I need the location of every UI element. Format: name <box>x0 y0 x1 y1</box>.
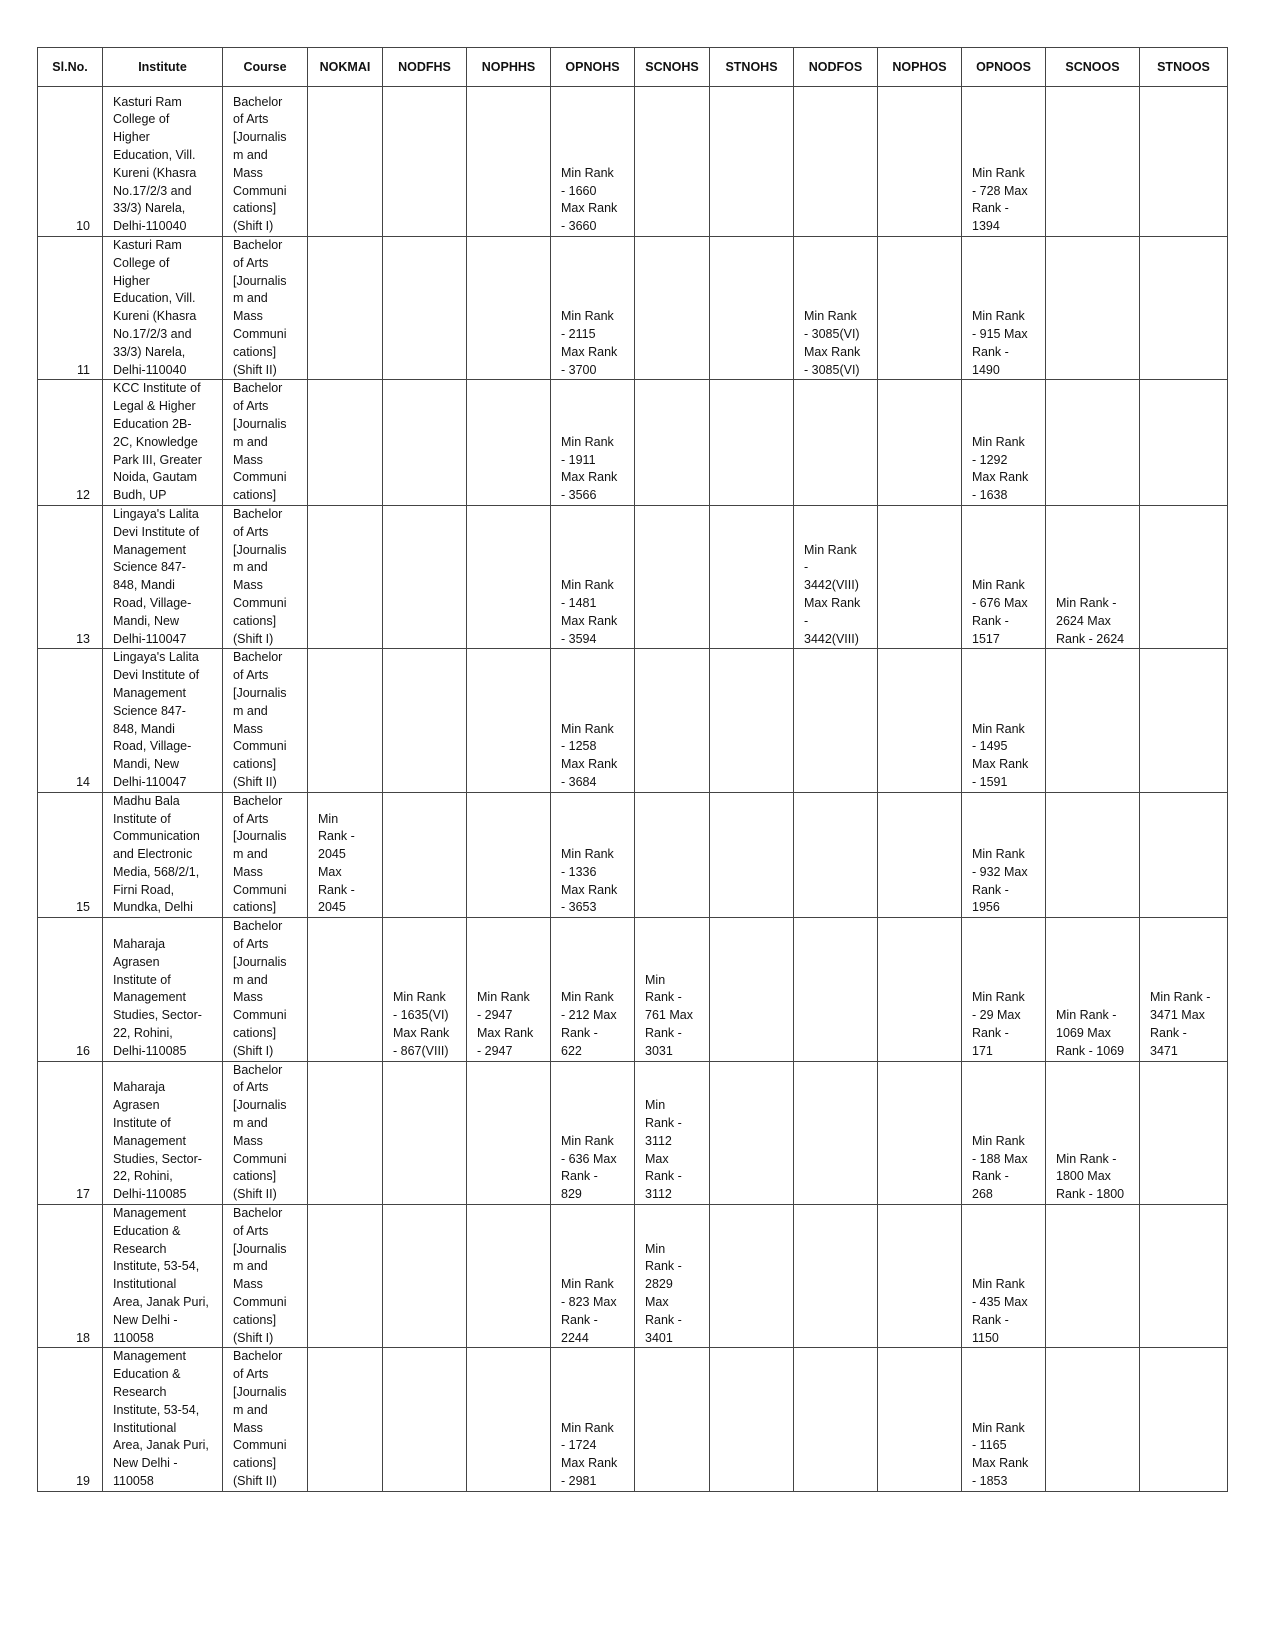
cell-stnohs <box>710 380 794 506</box>
cell-nodfhs <box>383 792 467 918</box>
header-nokmai: NOKMAI <box>308 48 383 87</box>
cell-text: Min Rank - 932 Max Rank - 1956 <box>972 847 1028 915</box>
cell-nokmai <box>308 380 383 506</box>
cell-text: KCC Institute of Legal & Higher Education 2B- 2C, Knowledge Park III, Greater Noida, Gautam Budh, UP <box>113 381 202 503</box>
cell-text: Min Rank - 636 Max Rank - 829 <box>561 1133 617 1202</box>
cell-text: Min Rank - 1069 Max Rank - 1069 <box>1056 1008 1125 1058</box>
cell-opnohs <box>551 505 635 648</box>
table-row <box>38 649 1228 792</box>
cell-text: Bachelor of Arts [Journalis m and Mass Communi cations] (Shift I) <box>233 1206 287 1345</box>
cell-scnoos <box>1046 649 1140 792</box>
cell-text: Bachelor of Arts [Journalis m and Mass Communi cations] (Shift I) <box>233 919 287 1058</box>
cell-sl <box>38 237 103 380</box>
cell-text: 11 <box>77 362 90 377</box>
cell-nodfos <box>794 1205 878 1348</box>
header-sl-no: Sl.No. <box>38 48 103 87</box>
header-opnoos: OPNOOS <box>962 48 1046 87</box>
cell-text: Min Rank - 1911 Max Rank - 3566 <box>561 434 618 503</box>
cell-text: Min Rank - 915 Max Rank - 1490 <box>972 309 1028 377</box>
cell-nodfos <box>794 1061 878 1204</box>
cell-text: Min Rank - 1258 Max Rank - 3684 <box>561 721 618 789</box>
cell-institute <box>103 1348 223 1491</box>
cell-nophos <box>878 1348 962 1491</box>
cell-text: Bachelor of Arts [Journalis m and Mass Communi cations] (Shift I) <box>233 506 287 646</box>
cell-text: Kasturi Ram College of Higher Education, Vill. Kureni (Khasra No.17/2/3 and 33/3) Narela, Delhi-110040 <box>113 238 197 377</box>
cell-text: 10 <box>76 219 90 234</box>
header-nophhs: NOPHHS <box>467 48 551 87</box>
header-nodfos: NODFOS <box>794 48 878 87</box>
document-page <box>37 47 1228 1492</box>
cell-course <box>223 649 308 792</box>
header-row <box>38 48 1228 87</box>
cell-stnoos <box>1140 505 1228 648</box>
cell-institute <box>103 237 223 380</box>
cell-opnohs <box>551 237 635 380</box>
cell-institute <box>103 1061 223 1204</box>
cell-scnohs <box>635 87 710 237</box>
cell-text: Maharaja Agrasen Institute of Management Studies, Sector- 22, Rohini, Delhi-110085 <box>113 1080 202 1202</box>
header-nophos: NOPHOS <box>878 48 962 87</box>
cell-nophos <box>878 918 962 1061</box>
cell-nokmai <box>308 918 383 1061</box>
cell-scnoos <box>1046 87 1140 237</box>
cell-stnohs <box>710 649 794 792</box>
cell-sl <box>38 87 103 237</box>
cell-nophhs <box>467 1348 551 1491</box>
cell-text: Min Rank - 2947 Max Rank - 2947 <box>477 990 534 1058</box>
cell-text: Min Rank - 1635(VI) Max Rank - 867(VIII) <box>393 990 450 1058</box>
cell-nophhs <box>467 87 551 237</box>
header-opnohs: OPNOHS <box>551 48 635 87</box>
table-row <box>38 87 1228 237</box>
cell-text: Min Rank - 2045 Max Rank - 2045 <box>318 811 355 915</box>
cell-text: Bachelor of Arts [Journalis m and Mass Communi cations] <box>233 793 287 915</box>
cell-opnohs <box>551 792 635 918</box>
cell-stnoos <box>1140 918 1228 1061</box>
cell-stnohs <box>710 1348 794 1491</box>
cell-opnohs <box>551 1205 635 1348</box>
cell-institute <box>103 792 223 918</box>
cell-scnohs <box>635 380 710 506</box>
cell-text: 15 <box>76 900 90 915</box>
cell-nodfhs <box>383 1205 467 1348</box>
cell-nodfhs <box>383 87 467 237</box>
cell-text: 19 <box>76 1473 90 1488</box>
cell-nophos <box>878 792 962 918</box>
table-header <box>38 48 1228 87</box>
cell-text: Min Rank - 3112 Max Rank - 3112 <box>645 1098 682 1202</box>
cell-nophhs <box>467 792 551 918</box>
cell-nophhs <box>467 237 551 380</box>
cell-nodfhs <box>383 1061 467 1204</box>
cell-nodfhs <box>383 1348 467 1491</box>
cell-nodfos <box>794 1348 878 1491</box>
cell-text: 16 <box>76 1043 90 1058</box>
cell-nodfos <box>794 792 878 918</box>
cell-nophhs <box>467 1061 551 1204</box>
cell-institute <box>103 1205 223 1348</box>
cell-nodfos <box>794 649 878 792</box>
table-body <box>38 87 1228 1492</box>
cell-text: Min Rank - 1660 Max Rank - 3660 <box>561 165 618 234</box>
cell-opnoos <box>962 87 1046 237</box>
cell-course <box>223 792 308 918</box>
cell-nophhs <box>467 380 551 506</box>
cell-institute <box>103 87 223 237</box>
cell-stnohs <box>710 505 794 648</box>
cell-text: Bachelor of Arts [Journalis m and Mass Communi cations] (Shift I) <box>233 94 287 234</box>
table-row <box>38 1061 1228 1204</box>
cell-text: Min Rank - 2829 Max Rank - 3401 <box>645 1241 682 1345</box>
cell-opnoos <box>962 792 1046 918</box>
header-course: Course <box>223 48 308 87</box>
cell-opnoos <box>962 1061 1046 1204</box>
cell-text: Min Rank - 1336 Max Rank - 3653 <box>561 847 618 915</box>
cell-course <box>223 505 308 648</box>
cell-scnoos <box>1046 505 1140 648</box>
cell-course <box>223 918 308 1061</box>
cell-stnohs <box>710 87 794 237</box>
cell-nodfos <box>794 237 878 380</box>
cell-opnohs <box>551 87 635 237</box>
cell-text: Min Rank - 1800 Max Rank - 1800 <box>1056 1151 1125 1202</box>
cell-sl <box>38 1205 103 1348</box>
cell-course <box>223 237 308 380</box>
cell-stnoos <box>1140 1205 1228 1348</box>
cell-nophhs <box>467 1205 551 1348</box>
cell-nophhs <box>467 918 551 1061</box>
cell-text: Min Rank - 1481 Max Rank - 3594 <box>561 578 618 646</box>
cell-nodfhs <box>383 380 467 506</box>
cell-opnohs <box>551 649 635 792</box>
cell-stnoos <box>1140 1061 1228 1204</box>
cell-sl <box>38 649 103 792</box>
cell-opnoos <box>962 380 1046 506</box>
cell-nodfhs <box>383 649 467 792</box>
cell-scnohs <box>635 505 710 648</box>
cell-nophos <box>878 1061 962 1204</box>
cell-scnoos <box>1046 380 1140 506</box>
cell-text: 12 <box>76 488 90 503</box>
cell-opnoos <box>962 1205 1046 1348</box>
cell-opnoos <box>962 1348 1046 1491</box>
cell-nodfhs <box>383 237 467 380</box>
cell-text: Bachelor of Arts [Journalis m and Mass Communi cations] (Shift II) <box>233 238 287 377</box>
cell-text: Min Rank - 212 Max Rank - 622 <box>561 990 617 1058</box>
cell-scnoos <box>1046 1061 1140 1204</box>
cell-opnohs <box>551 380 635 506</box>
cell-scnohs <box>635 792 710 918</box>
cell-text: Bachelor of Arts [Journalis m and Mass Communi cations] <box>233 381 287 503</box>
cell-text: Min Rank - 1724 Max Rank - 2981 <box>561 1420 618 1488</box>
cell-scnoos <box>1046 1348 1140 1491</box>
cell-course <box>223 1205 308 1348</box>
cell-text: Lingaya's Lalita Devi Institute of Management Science 847- 848, Mandi Road, Village- Mandi, New Delhi-110047 <box>113 506 200 646</box>
cell-text: 17 <box>76 1187 90 1202</box>
cell-opnoos <box>962 649 1046 792</box>
cell-nokmai <box>308 649 383 792</box>
cell-nokmai <box>308 87 383 237</box>
cell-institute <box>103 918 223 1061</box>
table-row <box>38 1348 1228 1491</box>
cell-institute <box>103 505 223 648</box>
table-row <box>38 1205 1228 1348</box>
cell-scnohs <box>635 649 710 792</box>
cell-text: Min Rank - 3442(VIII) Max Rank - 3442(VIII) <box>804 542 861 646</box>
cell-sl <box>38 380 103 506</box>
cell-stnohs <box>710 1205 794 1348</box>
cell-stnohs <box>710 792 794 918</box>
cell-scnohs <box>635 918 710 1061</box>
cell-text: Min Rank - 761 Max Rank - 3031 <box>645 972 693 1058</box>
cell-scnohs <box>635 237 710 380</box>
header-institute: Institute <box>103 48 223 87</box>
cell-nophos <box>878 237 962 380</box>
cell-text: Min Rank - 728 Max Rank - 1394 <box>972 165 1028 234</box>
cell-stnoos <box>1140 649 1228 792</box>
cell-nokmai <box>308 505 383 648</box>
table-row <box>38 918 1228 1061</box>
cell-course <box>223 1061 308 1204</box>
cell-scnoos <box>1046 918 1140 1061</box>
cell-opnohs <box>551 1061 635 1204</box>
header-nodfhs: NODFHS <box>383 48 467 87</box>
cell-nodfos <box>794 87 878 237</box>
cell-scnohs <box>635 1205 710 1348</box>
cell-text: Min Rank - 29 Max Rank - 171 <box>972 990 1025 1058</box>
cell-text: Min Rank - 823 Max Rank - 2244 <box>561 1277 617 1345</box>
cell-course <box>223 1348 308 1491</box>
cell-text: Management Education & Research Institute, 53-54, Institutional Area, Janak Puri, New Delhi - 110058 <box>113 1206 209 1345</box>
cell-text: Management Education & Research Institute, 53-54, Institutional Area, Janak Puri, New Delhi - 110058 <box>113 1349 209 1488</box>
cell-institute <box>103 380 223 506</box>
cell-scnoos <box>1046 792 1140 918</box>
cell-nodfos <box>794 918 878 1061</box>
cell-text: Bachelor of Arts [Journalis m and Mass Communi cations] (Shift II) <box>233 1062 287 1202</box>
cell-stnohs <box>710 918 794 1061</box>
cell-opnoos <box>962 237 1046 380</box>
cell-nokmai <box>308 1205 383 1348</box>
cell-scnoos <box>1046 1205 1140 1348</box>
header-stnoos: STNOOS <box>1140 48 1228 87</box>
cell-nophos <box>878 87 962 237</box>
cell-nodfos <box>794 380 878 506</box>
cell-opnoos <box>962 918 1046 1061</box>
cell-text: Madhu Bala Institute of Communication and Electronic Media, 568/2/1, Firni Road, Mundka, Delhi <box>113 793 200 915</box>
cutoff-rank-table <box>37 47 1228 1492</box>
cell-text: Bachelor of Arts [Journalis m and Mass Communi cations] (Shift II) <box>233 650 287 789</box>
cell-nophos <box>878 649 962 792</box>
cell-course <box>223 380 308 506</box>
cell-text: 18 <box>76 1330 90 1345</box>
cell-text: Maharaja Agrasen Institute of Management Studies, Sector- 22, Rohini, Delhi-110085 <box>113 937 202 1058</box>
cell-course <box>223 87 308 237</box>
cell-text: Min Rank - 2115 Max Rank - 3700 <box>561 309 618 377</box>
cell-nophos <box>878 505 962 648</box>
cell-sl <box>38 1061 103 1204</box>
cell-nophos <box>878 380 962 506</box>
cell-nodfhs <box>383 918 467 1061</box>
table-row <box>38 505 1228 648</box>
cell-text: Min Rank - 3085(VI) Max Rank - 3085(VI) <box>804 309 861 377</box>
cell-stnohs <box>710 1061 794 1204</box>
table-row <box>38 380 1228 506</box>
table-row <box>38 237 1228 380</box>
cell-nokmai <box>308 1348 383 1491</box>
cell-scnoos <box>1046 237 1140 380</box>
cell-institute <box>103 649 223 792</box>
cell-sl <box>38 792 103 918</box>
cell-stnoos <box>1140 237 1228 380</box>
cell-text: Min Rank - 188 Max Rank - 268 <box>972 1133 1028 1202</box>
cell-text: Min Rank - 1495 Max Rank - 1591 <box>972 721 1029 789</box>
header-scnohs: SCNOHS <box>635 48 710 87</box>
cell-nokmai <box>308 237 383 380</box>
cell-nophhs <box>467 505 551 648</box>
cell-nodfos <box>794 505 878 648</box>
cell-text: 13 <box>76 631 90 646</box>
cell-text: Lingaya's Lalita Devi Institute of Management Science 847- 848, Mandi Road, Village- Mandi, New Delhi-110047 <box>113 650 200 789</box>
cell-stnoos <box>1140 87 1228 237</box>
cell-scnohs <box>635 1348 710 1491</box>
cell-opnoos <box>962 505 1046 648</box>
cell-text: Min Rank - 435 Max Rank - 1150 <box>972 1277 1028 1345</box>
table-row <box>38 792 1228 918</box>
cell-text: Min Rank - 1292 Max Rank - 1638 <box>972 434 1029 503</box>
cell-scnohs <box>635 1061 710 1204</box>
cell-nokmai <box>308 1061 383 1204</box>
cell-text: Bachelor of Arts [Journalis m and Mass Communi cations] (Shift II) <box>233 1349 287 1488</box>
cell-sl <box>38 1348 103 1491</box>
header-stnohs: STNOHS <box>710 48 794 87</box>
cell-stnoos <box>1140 792 1228 918</box>
cell-sl <box>38 505 103 648</box>
cell-sl <box>38 918 103 1061</box>
cell-opnohs <box>551 918 635 1061</box>
cell-text: Kasturi Ram College of Higher Education, Vill. Kureni (Khasra No.17/2/3 and 33/3) Narela, Delhi-110040 <box>113 94 197 234</box>
header-scnoos: SCNOOS <box>1046 48 1140 87</box>
cell-nophos <box>878 1205 962 1348</box>
cell-text: Min Rank - 1165 Max Rank - 1853 <box>972 1420 1029 1488</box>
cell-opnohs <box>551 1348 635 1491</box>
cell-text: Min Rank - 2624 Max Rank - 2624 <box>1056 595 1125 646</box>
cell-nokmai <box>308 792 383 918</box>
cell-stnoos <box>1140 380 1228 506</box>
cell-nophhs <box>467 649 551 792</box>
cell-text: Min Rank - 676 Max Rank - 1517 <box>972 578 1028 646</box>
cell-nodfhs <box>383 505 467 648</box>
cell-text: 14 <box>76 774 90 789</box>
cell-text: Min Rank - 3471 Max Rank - 3471 <box>1150 990 1211 1058</box>
cell-stnoos <box>1140 1348 1228 1491</box>
cell-stnohs <box>710 237 794 380</box>
